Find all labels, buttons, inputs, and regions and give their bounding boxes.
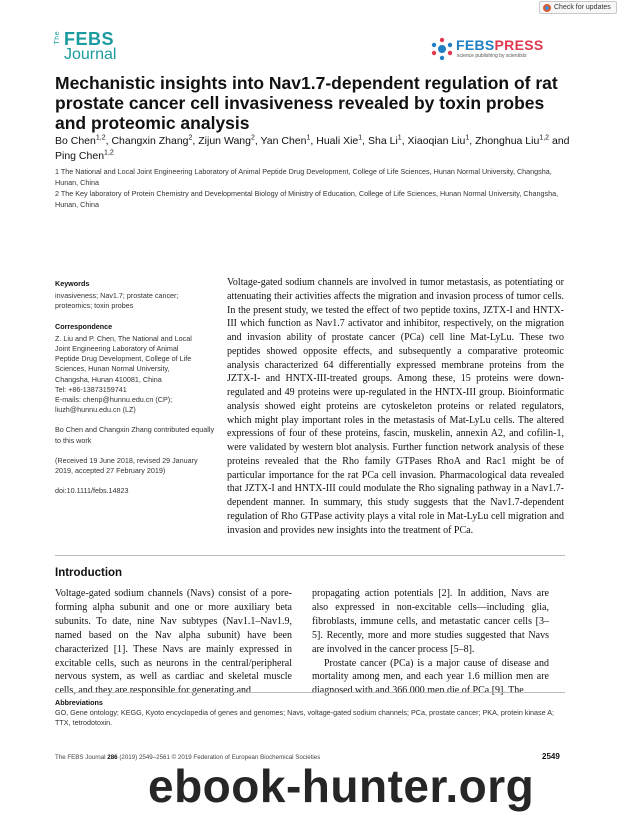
correspondence-block — [55, 322, 215, 416]
keywords-heading: Keywords — [55, 279, 90, 288]
author-name: Zijun Wang — [198, 135, 251, 147]
correspondence-email: E-mails: chenp@hunnu.edu.cn (CP); — [55, 395, 173, 405]
doi-text[interactable]: doi:10.1111/febs.14823 — [55, 486, 129, 496]
abstract: Voltage-gated sodium channels are involved in tumor metastasis, as potentiating or attenuating their activities affects the migration and invasion process of tumor cells. In the present study, we tested the effect of two peptide toxins, JZTX-I and HNTX-III which function as Nav1.7 activator and inhibitor, respectively, on the migration and invasion ability of prostate cancer (PCa) cell line Mat-LyLu. These two peptides showed opposite effects, and subsequently a comparative proteomic analysis characterized 64 differentially expressed membrane proteins from the JZTX-I- and HNTX-III-treated groups. Among these, 15 proteins were down-regulated and 49 proteins were up-regulated in the HNTX-III group. Bioinformatic analysis showed eight proteins are cytoskeleton proteins or related regulators, which might play important roles in the metastasis of Mat-LyLu cells. The altered expressions of four of these proteins, fascin, muskelin, annexin A2, and cofilin-1, were validated by western blot analysis. Further function network analysis of these proteins revealed that the Rho family GTPases RhoA and Rac1 might be of particular importance for the rat PCa cell invasion. Pharmacological data revealed that JZTX-I and HNTX-III could modulate the Rho signaling pathway in a Nav1.7-dependent manner. In summary, this study suggests that the Nav1.7-dependent regulation of Rho GTPase activity plays a vital role in Mat-LyLu cell migration and invasion and provides new insights into the treatment of PCa. — [227, 277, 564, 536]
intro-column-right — [312, 587, 549, 698]
intro-paragraph: propagating action potentials [2]. In addition, Navs are also expressed in non-excitable cells—including glia, fibroblasts, immune cells, and metastatic cancer cells [3–5]. Recently, more and more studies suggested that Navs are involved in the cancer process [5–8]. — [312, 588, 549, 655]
author-affiliation-marker: 2 — [250, 134, 255, 142]
introduction-heading: Introduction — [55, 567, 123, 579]
divider — [55, 692, 565, 693]
correspondence-line: Joint Engineering Laboratory of Animal — [55, 344, 179, 354]
correspondence-email: liuzh@hunnu.edu.cn (LZ) — [55, 405, 136, 415]
correspondence-line: Peptide Drug Development, College of Life — [55, 354, 192, 364]
contribution-note — [55, 425, 215, 445]
contribution-text: Bo Chen and Changxin Zhang contributed equally to this work — [55, 425, 215, 445]
check-for-updates-label: Check for updates — [554, 4, 611, 11]
journal-logo-the: The — [54, 31, 61, 45]
author-name: Sha Li — [368, 135, 398, 147]
abbreviations-heading: Abbreviations — [55, 698, 103, 707]
author-name: Yan Chen — [260, 135, 307, 147]
febs-press-name — [456, 37, 544, 53]
correspondence-line: Changsha, Hunan 410081, China — [55, 374, 162, 384]
correspondence-line: Z. Liu and P. Chen, The National and Local — [55, 333, 192, 343]
received-text: (Received 19 June 2018, revised 29 January 2019, accepted 27 February 2019) — [55, 455, 198, 476]
divider — [55, 555, 565, 556]
author-affiliation-marker: 1 — [306, 134, 311, 142]
author-list: Bo Chen$^{1,2}$, Changxin Zhang$^2$, Zijun Wang$^2$, Yan Chen$^1$, Huali Xie$^1$, Sha Li$^1$, Xiaoqian Liu$^1$, Zhonghua Liu$^{1,2}$ and Ping Chen$^{1,2}$ — [55, 134, 570, 162]
received-dates — [55, 456, 215, 476]
keywords-text: invasiveness; Nav1.7; prostate cancer; proteomics; toxin probes — [55, 291, 179, 311]
correspondence-heading: Correspondence — [55, 321, 113, 331]
author-name: Huali Xie — [316, 135, 359, 147]
check-for-updates-badge[interactable] — [539, 1, 617, 14]
author-name: Zhonghua Liu — [475, 135, 540, 147]
journal-logo-febs: FEBS — [64, 29, 115, 49]
press-press: PRESS — [494, 37, 544, 53]
press-tagline: science publishing by scientists — [457, 53, 527, 59]
abbreviations-block — [55, 698, 565, 729]
author-affiliation-marker: 2 — [188, 134, 193, 142]
intro-paragraph: Prostate cancer (PCa) is a major cause of disease and mortality among men, and each year 1.6 million men are diagnosed with and 366 000 men die of PCa [9]. The — [312, 657, 549, 697]
article-title: Mechanistic insights into Nav1.7-dependent regulation of rat prostate cancer cell invasiveness revealed by toxin probes and proteomic analysis — [55, 73, 558, 133]
correspondence-line: Sciences, Hunan Normal University, — [55, 364, 170, 374]
article-metadata-column — [55, 279, 215, 506]
author-affiliation-marker: 1,2 — [95, 134, 106, 142]
author-affiliation-marker: 1 — [397, 134, 402, 142]
doi — [55, 486, 215, 496]
author-affiliation-marker: 1,2 — [104, 149, 114, 156]
author-name: Xiaoqian Liu — [407, 135, 466, 147]
author-affiliation-marker: 1,2 — [539, 134, 550, 142]
intro-paragraph: Voltage-gated sodium channels (Navs) consist of a pore-forming alpha subunit and one or more auxiliary beta subunits. To date, nine Nav subtypes (Nav1.1–Nav1.9, named based on the Nav alpha subunit) have been characterized [1]. These Navs are mainly expressed in excitable cells, such as neurons in the central/peripheral nervous system, as well as cardiac and skeletal muscle cells, and they are responsible for generating and — [55, 588, 292, 697]
affiliation-1: 1 The National and Local Joint Engineering Laboratory of Animal Peptide Drug Development, College of Life Sciences, Hunan Normal University, Changsha, Hunan, China — [55, 167, 552, 187]
affiliation-2: 2 The Key laboratory of Protein Chemistry and Developmental Biology of Ministry of Education, College of Life Sciences, Hunan Normal University, Changsha, Hunan, China — [55, 189, 559, 209]
author-affiliation-marker: 1 — [465, 134, 470, 142]
correspondence-phone: Tel: +86-13873159741 — [55, 384, 127, 394]
page-number: 2549 — [542, 752, 560, 761]
author-name: Bo Chen — [55, 135, 96, 147]
author-name: Changxin Zhang — [111, 135, 189, 147]
intro-column-left — [55, 587, 292, 698]
febs-press-logo-icon — [430, 37, 454, 61]
watermark-text: ebook-hunter.org — [148, 760, 535, 812]
footer-volume: 286 — [107, 754, 118, 761]
footer-rest: (2019) 2549–2561 © 2019 Federation of European Biochemical Societies — [119, 754, 321, 761]
abbreviations-text: GO, Gene ontology; KEGG, Kyoto encyclopedia of genes and genomes; Navs, voltage-gated sodium channels; PCa, prostate cancer; PKA, protein kinase A; TTX, tetrodotoxin. — [55, 708, 555, 728]
crossmark-icon — [543, 4, 551, 12]
keywords-block — [55, 279, 215, 312]
press-febs: FEBS — [456, 37, 495, 53]
author-name: Ping Chen — [55, 149, 105, 162]
journal-logo-journal: Journal — [64, 46, 117, 63]
author-affiliation-marker: 1 — [358, 134, 363, 142]
footer-journal: The FEBS Journal — [55, 754, 106, 761]
